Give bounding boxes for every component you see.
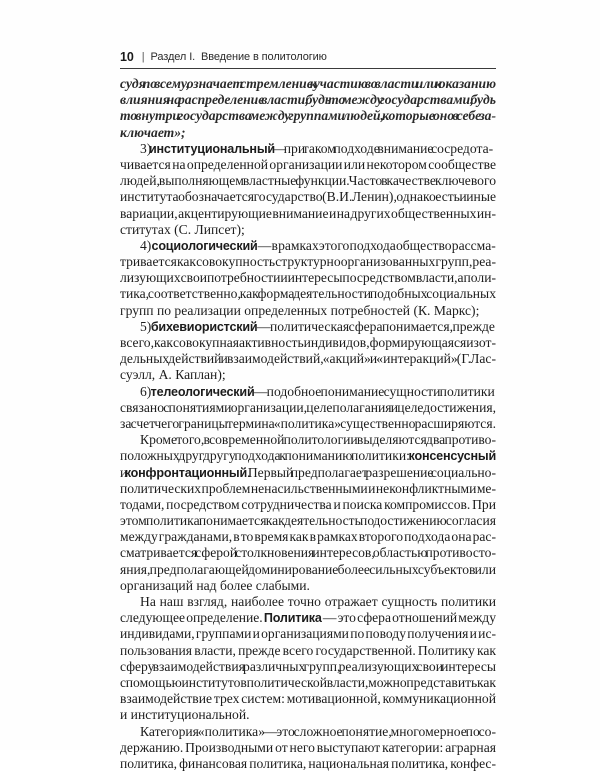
- list-item-institutional: [120, 141, 496, 238]
- text-line: держанию. Производными от него выступают категории: аграрная: [120, 740, 496, 756]
- list-item-behaviorist: [120, 319, 496, 384]
- text-line: яния, предполагающей доминирование более сильных субъектов или: [120, 562, 496, 578]
- text-line: людей, выполняющем властные функции. Часто в качестве ключевого: [120, 173, 496, 189]
- term-politics: Политика: [264, 611, 322, 625]
- text-line: политика, финансовая политика, национальная политика, конфес-: [120, 756, 496, 772]
- list-item-sociological: [120, 238, 496, 319]
- text-fragment: — подобное понимание сущности политики: [254, 384, 494, 399]
- item-number: 5): [140, 319, 151, 334]
- text-line: тодами, посредством сотрудничества и поиска компромиссов. При: [120, 497, 496, 513]
- section-title: Раздел I. Введение в политологию: [150, 50, 326, 64]
- text-line: ститутах (С. Липсет);: [120, 222, 496, 238]
- text-line: тика, соответственно, как форма деятельности подобных социальных: [120, 286, 496, 302]
- item-number: 6): [140, 384, 151, 399]
- text-line: [120, 465, 496, 481]
- text-line: Кроме того, в современной политологии выделяются два противо-: [120, 432, 496, 448]
- text-fragment: положных друг другу подхода к пониманию политики:: [120, 448, 409, 463]
- term-teleological: телеологический: [151, 385, 255, 399]
- text-line: связано с понятиями организации, целеполагания и целедостижения,: [120, 400, 496, 416]
- text-line: [120, 384, 496, 400]
- header-separator: |: [142, 50, 145, 64]
- text-line: всего, как совокупная активность индивидов, формирующаяся из от-: [120, 335, 496, 351]
- text-fragment: — это сфера отношений между: [322, 610, 496, 625]
- text-fragment: . Первый предполагает разрешение социально-: [247, 465, 496, 480]
- paragraph-definition: [120, 594, 496, 724]
- running-header: [120, 50, 496, 64]
- text-fragment: — при таком подходе внимание сосредота-: [275, 141, 493, 156]
- term-sociological: социологический: [152, 239, 258, 253]
- term-confrontational: конфронтационный: [125, 466, 247, 480]
- text-line: с помощью институтов политической власти, можно представить как: [120, 675, 496, 691]
- book-page: [120, 50, 496, 772]
- term-consensus: консенсусный: [409, 449, 496, 463]
- text-line: [120, 238, 496, 254]
- text-line: групп по реализации определенных потребностей (К. Маркс);: [120, 303, 496, 319]
- page-number: 10: [120, 50, 134, 64]
- text-line: лизующих свои потребности и интересы посредством власти, а поли-: [120, 270, 496, 286]
- term-behaviorist: бихевиористский: [151, 320, 258, 334]
- text-line: ключает»;: [120, 125, 496, 141]
- text-line: сматривается сферой столкновения интересов, областью противосто-: [120, 545, 496, 561]
- text-line: На наш взгляд, наиболее точно отражает сущность политики: [120, 594, 496, 610]
- text-line: организаций над более слабыми.: [120, 578, 496, 594]
- list-item-teleological: [120, 384, 496, 433]
- text-line: этом политика понимается как деятельность по достижению согласия: [120, 513, 496, 529]
- body-text: [120, 76, 496, 772]
- text-line: сферу взаимодействия различных групп, реализующих свои интересы: [120, 659, 496, 675]
- term-institutional: институциональный: [149, 142, 275, 156]
- text-fragment: следующее определение.: [120, 610, 264, 625]
- text-fragment: — политическая сфера понимается, прежде: [257, 319, 494, 334]
- text-line: индивидами, группами и организациями по поводу получения и ис-: [120, 626, 496, 642]
- text-line: чивается на определенной организации или некотором сообществе: [120, 157, 496, 173]
- text-line: [120, 319, 496, 335]
- text-fragment: — в рамках этого подхода общество рассма-: [258, 238, 496, 253]
- paragraph-quote: [120, 76, 496, 141]
- text-line: и институциональной.: [120, 707, 496, 723]
- text-line: судя по всему, означает стремление к участию во власти или к оказанию: [120, 76, 496, 92]
- text-line: [120, 610, 496, 626]
- text-line: Категория «политика» — это сложное понятие, многомерное по со-: [120, 724, 496, 740]
- text-line: суэлл, А. Каплан);: [120, 367, 496, 383]
- text-line: за счет чего границы термина «политика» существенно расширяются.: [120, 416, 496, 432]
- item-number: 4): [140, 238, 151, 253]
- item-number: 3): [140, 141, 151, 156]
- text-line: влияния на распределение власти, будь то между государствами, будь: [120, 92, 496, 108]
- text-line: то внутри государства между группами людей, которые оно в себе за-: [120, 108, 496, 124]
- paragraph-approaches: [120, 432, 496, 594]
- text-line: вариации, акцентирующие внимание и на других общественных ин-: [120, 206, 496, 222]
- text-line: пользования власти, прежде всего государственной. Политику как: [120, 643, 496, 659]
- paragraph-category: [120, 724, 496, 772]
- text-fragment: и: [120, 465, 125, 480]
- text-line: [120, 448, 496, 464]
- text-line: [120, 141, 496, 157]
- text-line: политических проблем ненасильственными и неконфликтными ме-: [120, 481, 496, 497]
- text-line: между гражданами, в то время как в рамках второго подхода она рас-: [120, 529, 496, 545]
- text-line: дельных действий и взаимодействий, «акций» и «интеракций» (Г. Лас-: [120, 351, 496, 367]
- text-line: института обозначается государство (В.И. Ленин), однако есть и иные: [120, 189, 496, 205]
- header-rule: [120, 68, 496, 69]
- text-line: взаимодействие трех систем: мотивационной, коммуникационной: [120, 691, 496, 707]
- text-line: тривается как совокупность структурно организованных групп, реа-: [120, 254, 496, 270]
